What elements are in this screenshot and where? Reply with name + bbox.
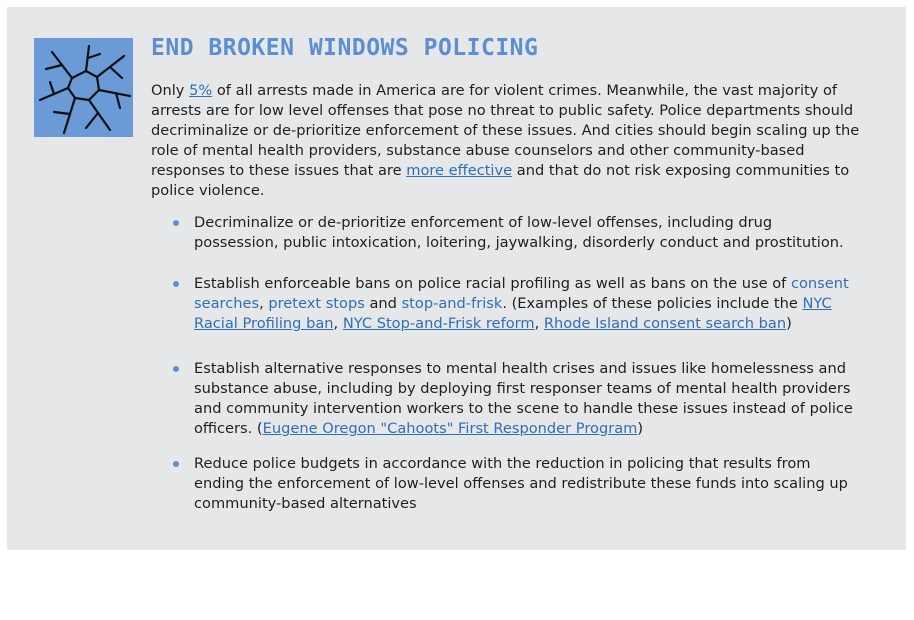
cahoots-program-link[interactable]: Eugene Oregon "Cahoots" First Responder Program	[262, 420, 638, 437]
list-item-text: ,	[333, 315, 343, 332]
intro-text: of all arrests made in America are for violent crimes. Meanwhile, the vast majority of arrests are for low level offenses that pose no threat to public safety. Police departments should decriminalize or de-prioritize enforcement of these issues. And cities should begin scaling up the role of mental health providers, substance abuse counselors and other community-based responses to these issues that are	[151, 82, 860, 179]
list-item-text: ,	[259, 295, 269, 312]
nyc-stop-and-frisk-reform-link[interactable]: NYC Stop-and-Frisk reform	[342, 315, 535, 332]
more-effective-link[interactable]: more effective	[406, 162, 513, 179]
bullet-icon	[173, 461, 179, 467]
intro-text: Only	[151, 82, 190, 99]
list-item-text: Decriminalize or de-prioritize enforcement of low-level offenses, including drug possession, public intoxication, loitering, jaywalking, disorderly conduct and prostitution.	[194, 214, 844, 251]
list-item-text: Reduce police budgets in accordance with the reduction in policing that results from ending the enforcement of low-level offenses and redistribute these funds into scaling up community-based alternatives	[194, 455, 848, 512]
list-item	[194, 454, 859, 514]
stop-and-frisk-link[interactable]: stop-and-frisk	[401, 295, 503, 312]
recommendations-list	[7, 7, 906, 550]
list-item-text: )	[637, 420, 644, 437]
list-item-text: and	[364, 295, 402, 312]
list-item-text: Establish alternative responses to mental health crises and issues like homelessness and substance abuse, including by deploying first responser teams of mental health providers and community intervention workers to the scene to handle these issues instead of police officers. (	[194, 360, 853, 437]
bullet-icon	[173, 220, 179, 226]
bullet-icon	[173, 366, 179, 372]
policy-panel	[7, 7, 906, 550]
rhode-island-consent-search-ban-link[interactable]: Rhode Island consent search ban	[543, 315, 787, 332]
list-item-text: )	[786, 315, 792, 332]
section-title: END BROKEN WINDOWS POLICING	[151, 35, 539, 61]
violent-crime-stat-link[interactable]: 5%	[189, 82, 213, 99]
pretext-stops-link[interactable]: pretext stops	[268, 295, 365, 312]
nyc-racial-profiling-ban-link[interactable]: NYC Racial Profiling ban	[194, 295, 832, 332]
list-item	[194, 213, 859, 253]
list-item-text: ,	[534, 315, 544, 332]
consent-searches-link[interactable]: consent searches	[194, 275, 849, 312]
intro-text: and that do not risk exposing communities to police violence.	[151, 162, 850, 199]
list-item-text: Establish enforceable bans on police racial profiling as well as bans on the use of	[194, 275, 791, 292]
list-item	[194, 359, 859, 439]
list-item-text: . (Examples of these policies include the	[502, 295, 803, 312]
list-item	[194, 274, 859, 334]
bullet-icon	[173, 281, 179, 287]
